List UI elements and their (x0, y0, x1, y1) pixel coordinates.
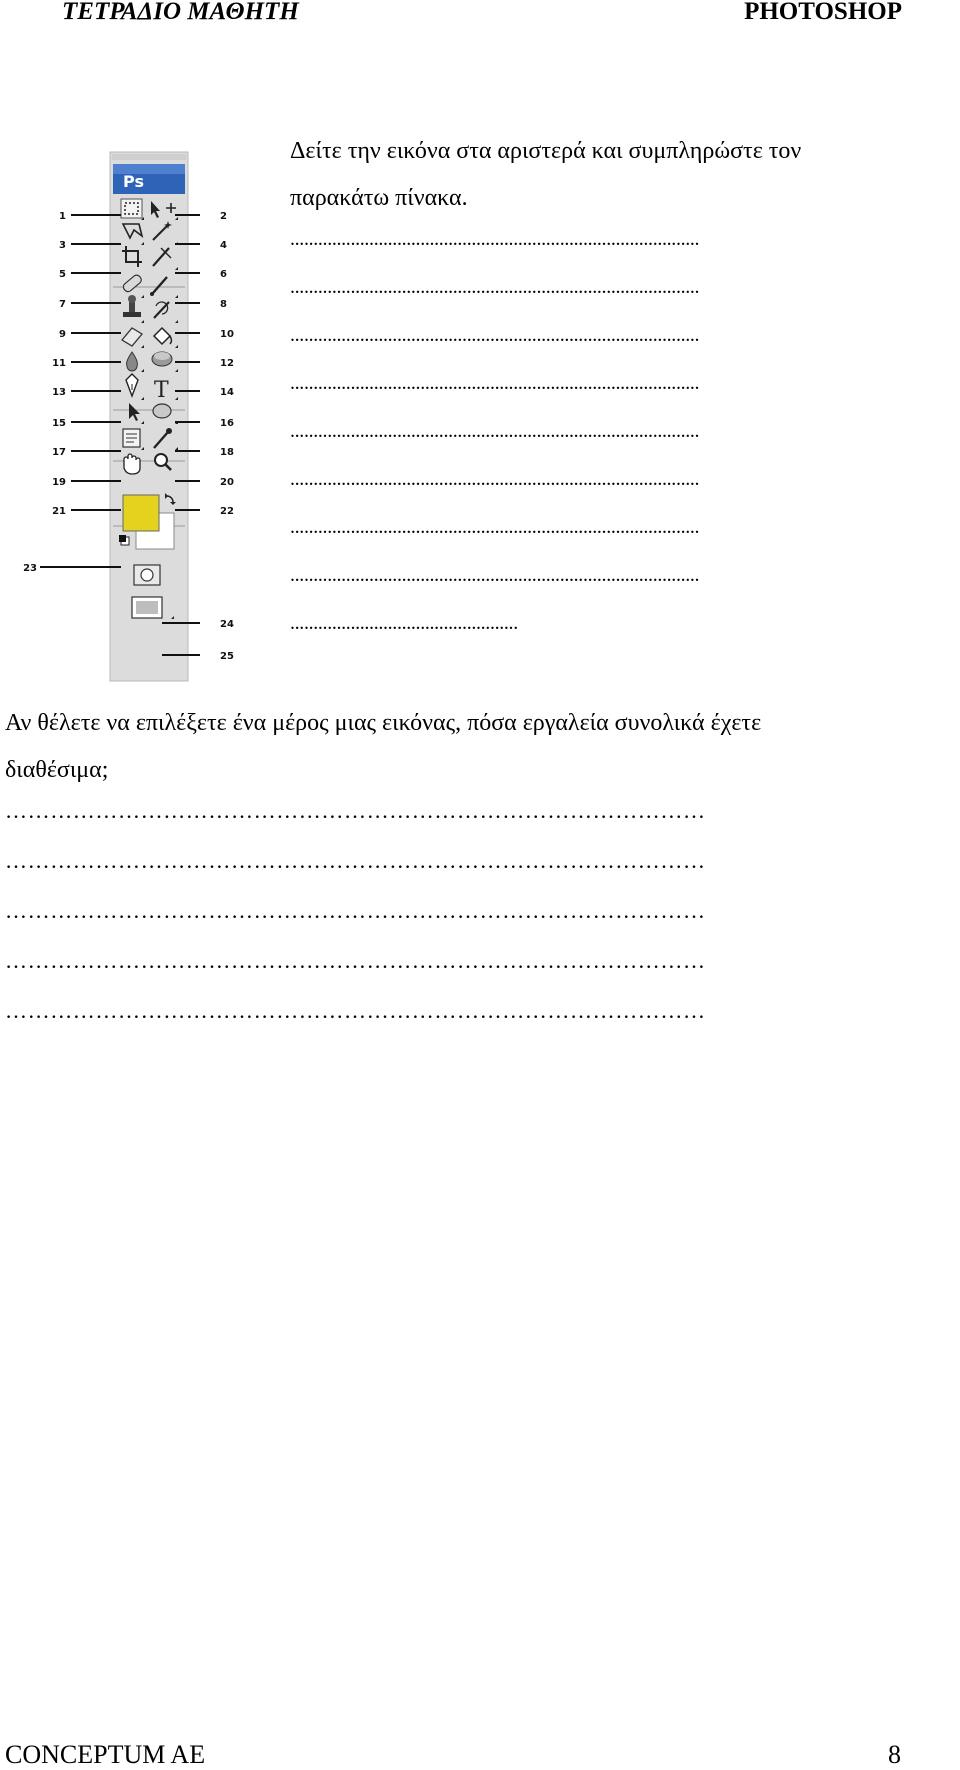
fill-line[interactable]: ........................................................................................ (290, 468, 700, 490)
tool-number-23: 23 (23, 563, 37, 574)
tool-number-13: 13 (52, 387, 66, 398)
instruction-text (290, 128, 960, 222)
page-number: 8 (888, 1740, 901, 1769)
tool-number-8: 8 (220, 299, 227, 310)
tool-number-labels (20, 148, 240, 683)
tool-number-16: 16 (220, 418, 234, 429)
answer-line[interactable]: ………………………………………………………………………………… (5, 798, 706, 823)
footer-company: CONCEPTUM AE (5, 1740, 206, 1769)
tool-number-5: 5 (59, 269, 66, 280)
header-title: ΤΕΤΡΑΔΙΟ ΜΑΘΗΤΗ (62, 0, 299, 25)
question-text (5, 700, 955, 794)
answer-line[interactable]: ………………………………………………………………………………… (5, 848, 706, 873)
answer-line[interactable]: ………………………………………………………………………………… (5, 998, 706, 1023)
instruction-line-2: παρακάτω πίνακα. (290, 185, 468, 211)
tool-number-3: 3 (59, 240, 66, 251)
tool-number-14: 14 (220, 387, 234, 398)
fill-line[interactable]: ........................................................................................ (290, 276, 700, 298)
tool-number-7: 7 (59, 299, 66, 310)
question-line-2: διαθέσιμα; (5, 757, 109, 783)
tool-number-11: 11 (52, 358, 66, 369)
fill-line[interactable]: ........................................................................................ (290, 420, 700, 442)
tool-number-17: 17 (52, 447, 66, 458)
instruction-line-1: Δείτε την εικόνα στα αριστερά και συμπληρώστε τον (290, 138, 802, 164)
svg-text:T: T (154, 378, 169, 403)
tool-number-25: 25 (220, 651, 234, 662)
tool-number-12: 12 (220, 358, 234, 369)
answer-line[interactable]: ………………………………………………………………………………… (5, 898, 706, 923)
answer-lines (5, 800, 706, 1050)
tool-number-1: 1 (59, 211, 66, 222)
answer-line[interactable]: ………………………………………………………………………………… (5, 948, 706, 973)
fill-line[interactable]: ........................................................................................ (290, 324, 700, 346)
fill-line[interactable]: ........................................................................................ (290, 228, 700, 250)
question-line-1: Αν θέλετε να επιλέξετε ένα μέρος μιας εικόνας, πόσα εργαλεία συνολικά έχετε (5, 710, 762, 736)
ps-logo-text: Ps (123, 172, 144, 191)
tool-number-22: 22 (220, 506, 234, 517)
tool-number-9: 9 (59, 329, 66, 340)
fill-line[interactable]: ................................................. (290, 612, 518, 634)
tool-number-15: 15 (52, 418, 66, 429)
header-subject: PHOTOSHOP (744, 0, 902, 25)
tool-number-10: 10 (220, 329, 234, 340)
tool-number-24: 24 (220, 619, 234, 630)
tool-number-2: 2 (220, 211, 227, 222)
tool-number-21: 21 (52, 506, 66, 517)
tool-number-18: 18 (220, 447, 234, 458)
toolbox-figure (20, 148, 234, 683)
tool-number-6: 6 (220, 269, 227, 280)
fill-in-lines (290, 229, 699, 661)
tool-number-4: 4 (220, 240, 227, 251)
tool-number-19: 19 (52, 477, 66, 488)
tool-number-20: 20 (220, 477, 234, 488)
fill-line[interactable]: ........................................................................................ (290, 372, 700, 394)
fill-line[interactable]: ........................................................................................ (290, 516, 700, 538)
fill-line[interactable]: ........................................................................................ (290, 564, 700, 586)
